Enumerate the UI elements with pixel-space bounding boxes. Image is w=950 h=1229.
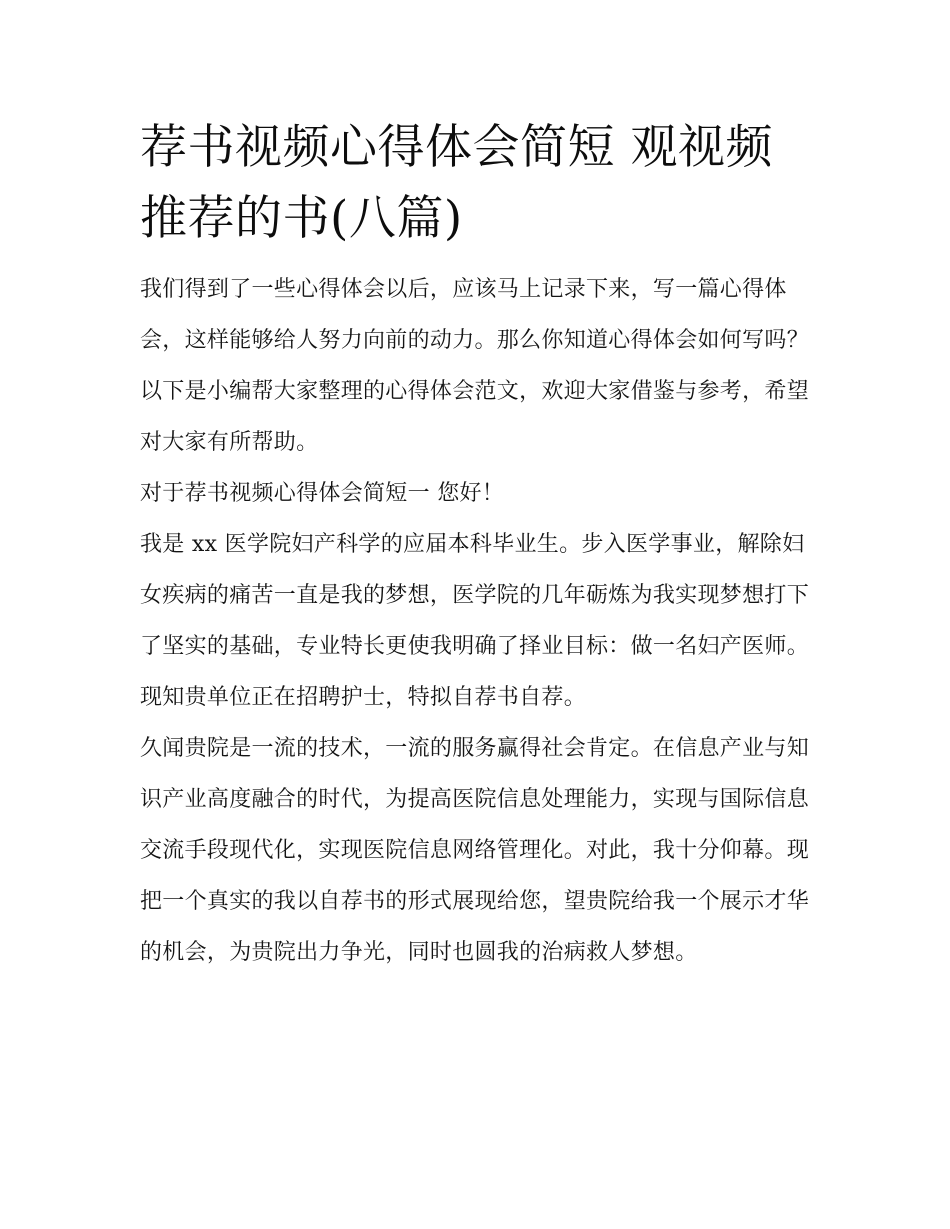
motivation-paragraph: 久闻贵院是一流的技术，一流的服务赢得社会肯定。在信息产业与知识产业高度融合的时代，为提高医院信息处理能力，实现与国际信息交流手段现代化，实现医院信息网络管理化。对此，我十分仰幕。现把一个真实的我以自荐书的形式展现给您，望贵院给我一个展示才华的机会，为贵院出力争光，同时也圆我的治病救人梦想。 [140,736,810,965]
document-page [140,112,812,978]
self-introduction-paragraph: 我是 xx 医学院妇产科学的应届本科毕业生。步入医学事业，解除妇女疾病的痛苦一直是我的梦想，医学院的几年砺炼为我实现梦想打下了坚实的基础，专业特长更使我明确了择业目标：做一名妇产医师。现知贵单位正在招聘护士，特拟自荐书自荐。 [140,532,810,710]
greeting-paragraph: 对于荐书视频心得体会简短一 您好！ [140,481,505,506]
intro-paragraph: 我们得到了一些心得体会以后，应该马上记录下来，写一篇心得体会，这样能够给人努力向前的动力。那么你知道心得体会如何写吗？以下是小编帮大家整理的心得体会范文，欢迎大家借鉴与参考，希望对大家有所帮助。 [140,277,810,455]
document-title: 荐书视频心得体会简短 观视频推荐的书(八篇) [140,120,773,246]
